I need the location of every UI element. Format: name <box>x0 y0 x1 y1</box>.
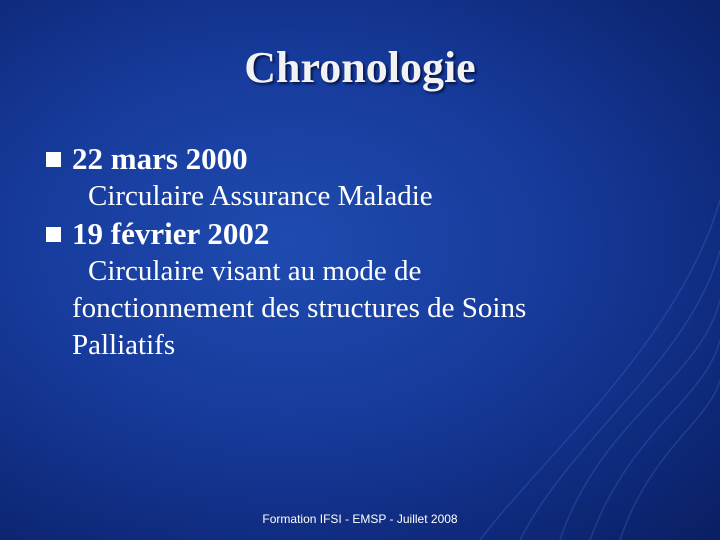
item-description <box>44 253 684 364</box>
item-description <box>44 178 684 215</box>
item-date: 22 mars 2000 <box>72 141 248 176</box>
item-date: 19 février 2002 <box>72 216 270 251</box>
item-description-line: fonctionnement des structures de Soins <box>72 292 527 324</box>
square-bullet-icon <box>46 227 61 242</box>
slide-content <box>44 140 684 364</box>
item-description-line: Circulaire visant au mode de <box>88 255 422 287</box>
item-description-line: Circulaire Assurance Maladie <box>88 180 433 212</box>
slide-title: Chronologie <box>244 43 476 92</box>
item-description-line: Palliatifs <box>72 329 176 361</box>
slide-footer: Formation IFSI - EMSP - Juillet 2008 <box>262 512 458 526</box>
list-item <box>44 140 684 178</box>
square-bullet-icon <box>46 152 61 167</box>
list-item <box>44 215 684 253</box>
